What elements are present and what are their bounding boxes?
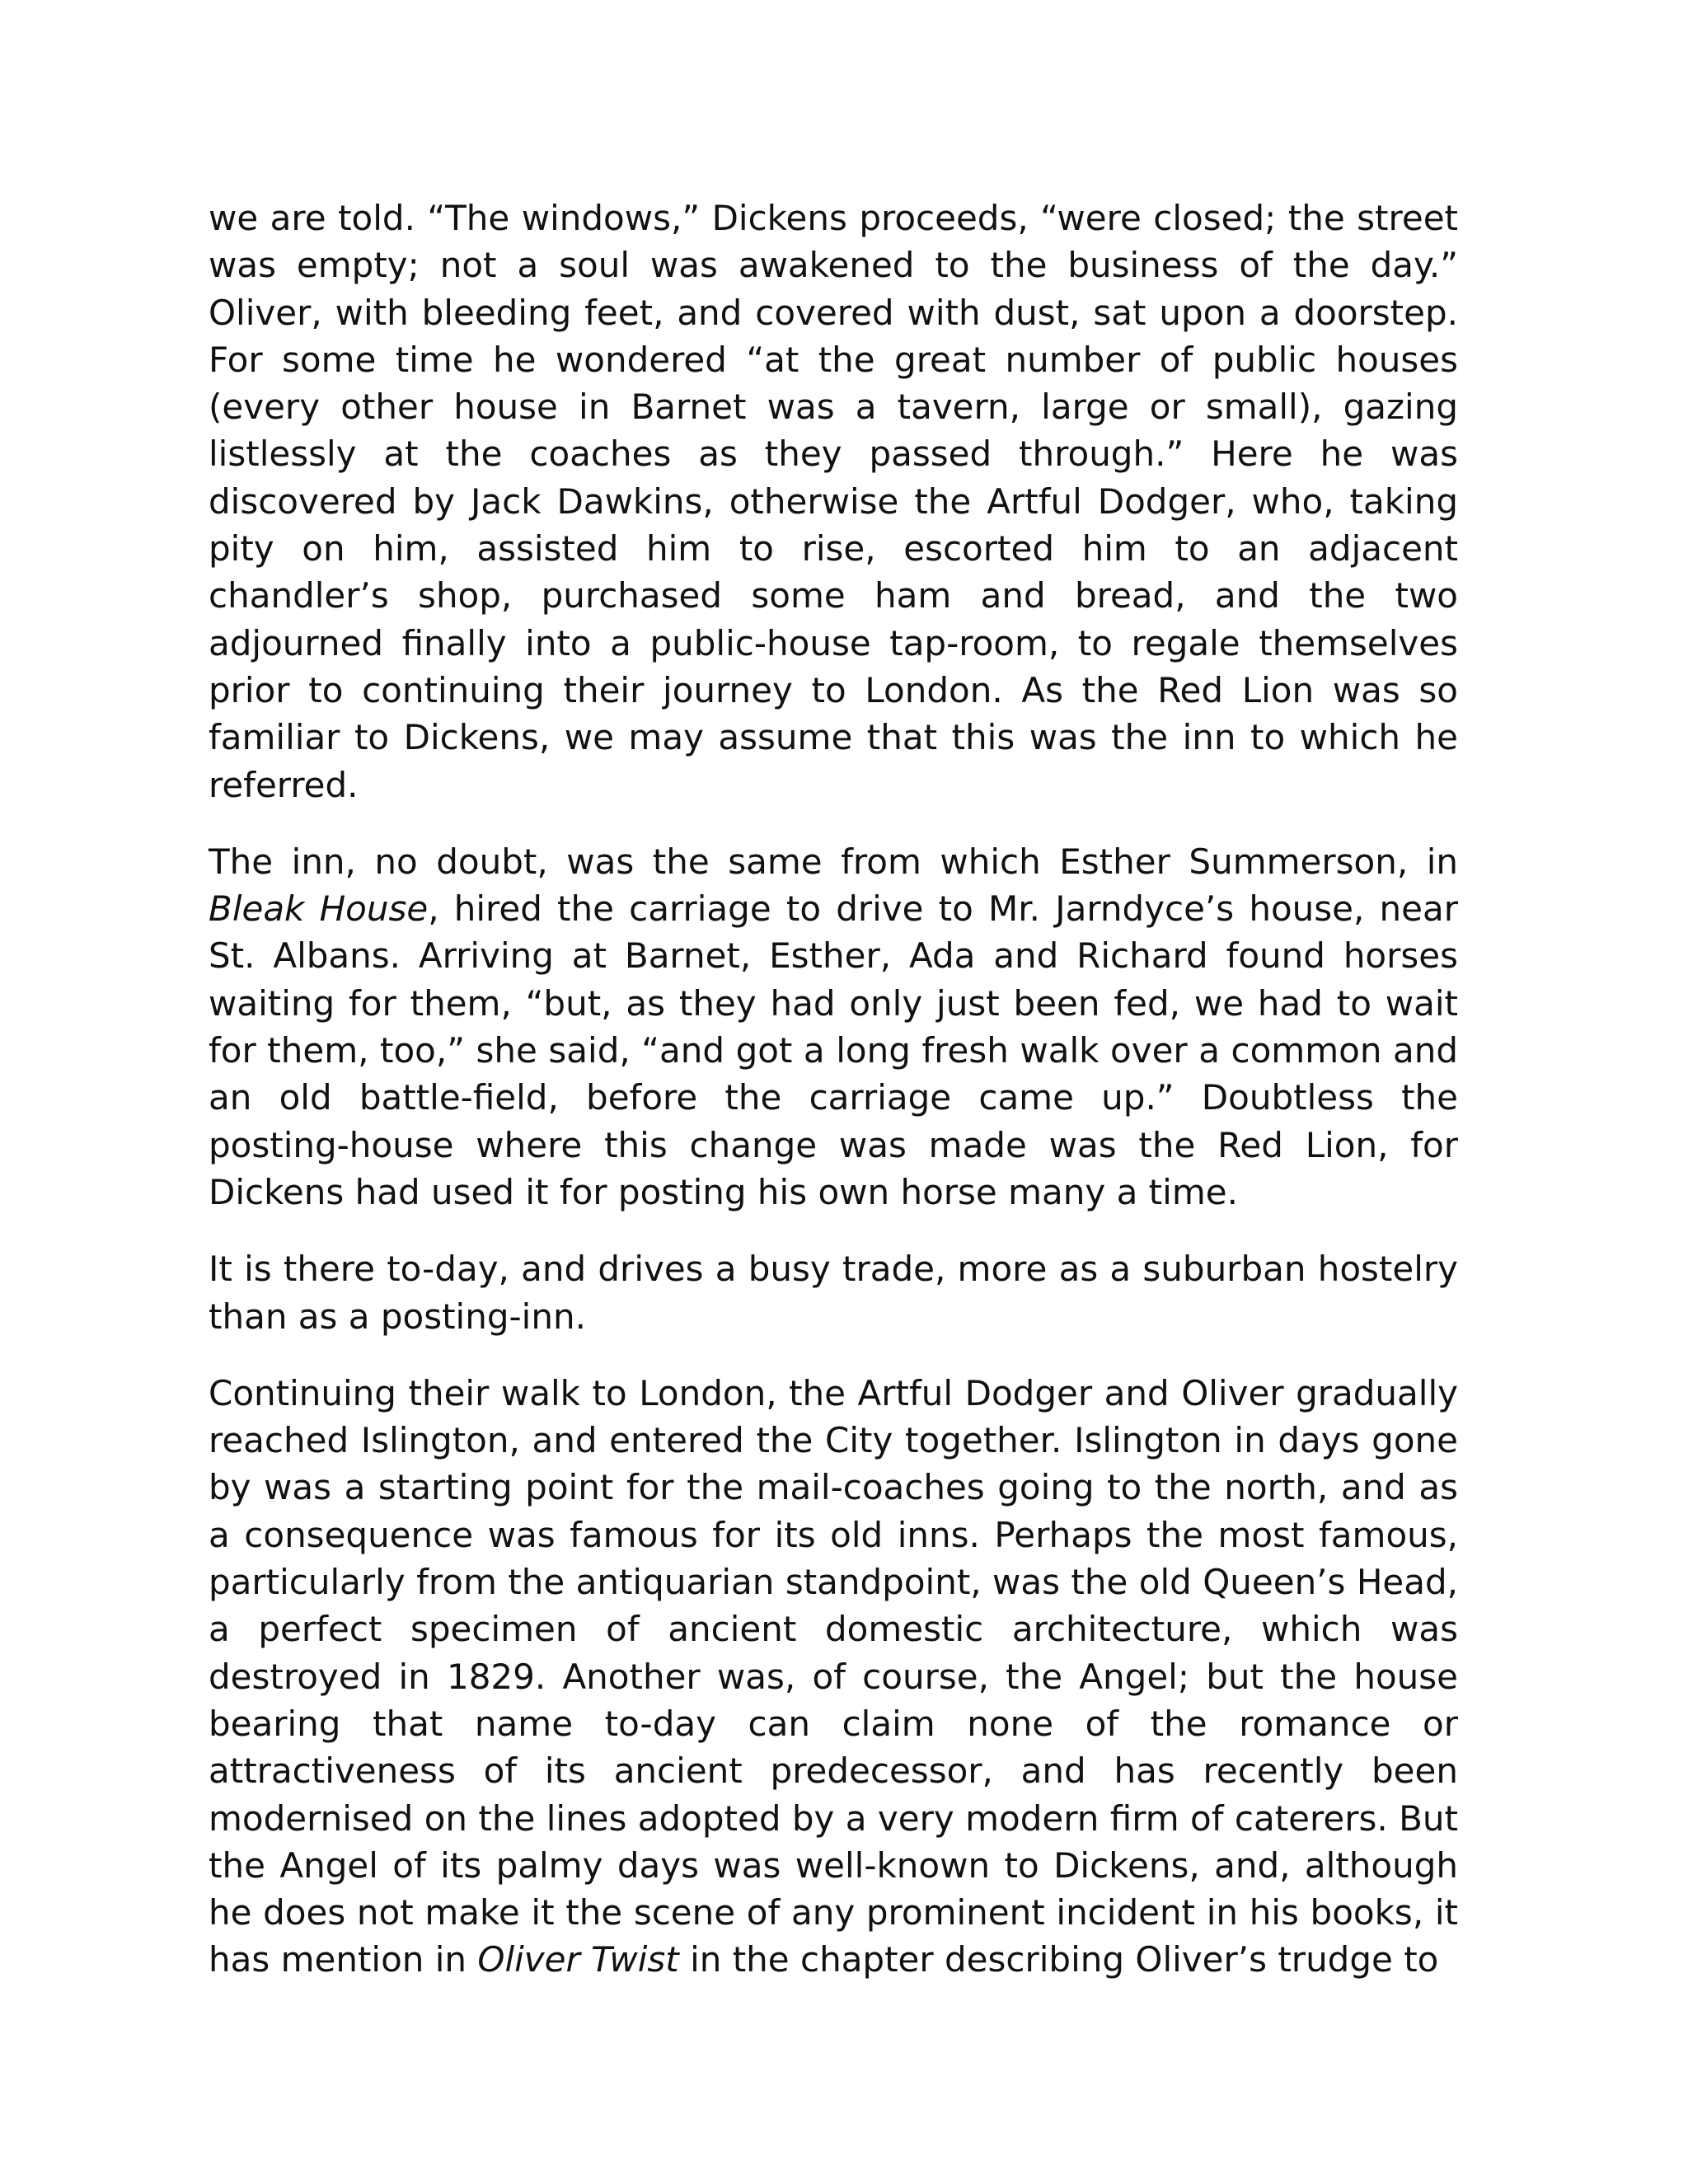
paragraph-text: in the chapter describing Oliver’s trudge to [678,1939,1439,1980]
book-title-oliver-twist: Oliver Twist [477,1939,679,1980]
paragraph-text: , hired the carriage to drive to Mr. Jarndyce’s house, near St. Albans. Arriving at Barnet, Esther, Ada and Richard found horses waiting for them, “but, as they had only just been fed, we had to wait for them, too,” she said, “and got a long fresh walk over a common and an old battle-field, before the carriage came up.” Doubtless the posting-house where this change was made was the Red Lion, for Dickens had used it for posting his own horse many a time. [209,888,1458,1212]
paragraph-esther-summerson [209,838,1458,1216]
paragraph-text: It is there to-day, and drives a busy trade, more as a suburban hostelry than as a posting-inn. [209,1249,1458,1337]
paragraph-red-lion-today [209,1245,1458,1340]
paragraph-text: we are told. “The windows,” Dickens proceeds, “were closed; the street was empty; not a soul was awakened to the business of the day.” Oliver, with bleeding feet, and covered with dust, sat upon a doorstep. For some time he wondered “at the great number of public houses (every other house in Barnet was a tavern, large or small), gazing listlessly at the coaches as they passed through.” Here he was discovered by Jack Dawkins, otherwise the Artful Dodger, who, taking pity on him, assisted him to rise, escorted him to an adjacent chandler’s shop, purchased some ham and bread, and the two adjourned finally into a public-house tap-room, to regale themselves prior to continuing their journey to London. As the Red Lion was so familiar to Dickens, we may assume that this was the inn to which he referred. [209,198,1458,805]
paragraph-oliver-at-barnet [209,194,1458,808]
book-title-bleak-house: Bleak House [209,888,429,930]
paragraph-text: The inn, no doubt, was the same from which Esther Summerson, in [209,841,1458,882]
paragraph-islington-inns [209,1370,1458,1984]
page-body [209,194,1458,1984]
paragraph-text: Continuing their walk to London, the Artful Dodger and Oliver gradually reached Islington, and entered the City together. Islington in days gone by was a starting point for the mail-coaches going to the north, and as a consequence was famous for its old inns. Perhaps the most famous, particularly from the antiquarian standpoint, was the old Queen’s Head, a perfect specimen of ancient domestic architecture, which was destroyed in 1829. Another was, of course, the Angel; but the house bearing that name to-day can claim none of the romance or attractiveness of its ancient predecessor, and has recently been modernised on the lines adopted by a very modern firm of caterers. But the Angel of its palmy days was well-known to Dickens, and, although he does not make it the scene of any prominent incident in his books, it has mention in [209,1372,1458,1980]
